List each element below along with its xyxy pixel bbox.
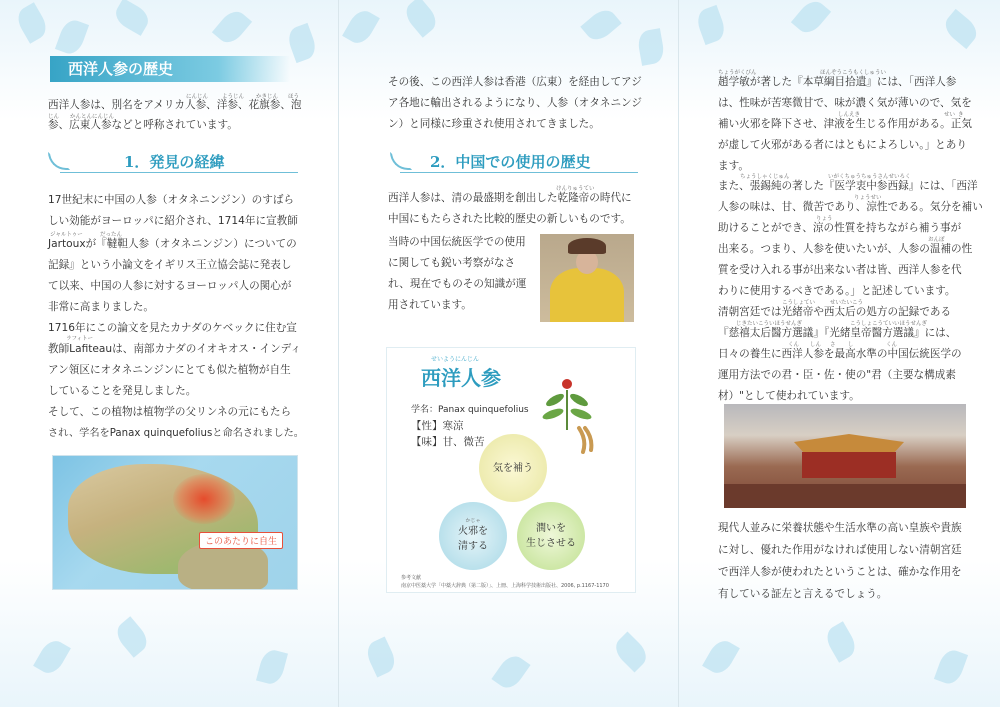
ruby-text: じきたいこういほうせんぎ	[736, 321, 803, 327]
property-taste: 【味】甘、微苦	[411, 436, 485, 448]
leaf-decoration	[694, 5, 728, 45]
paragraph-line: 質を受け入れる事が出来ない者は皆、西洋人参を代	[718, 264, 962, 276]
leaf-decoration	[702, 636, 740, 677]
paragraph-line: て以来、中国の人参に対するヨーロッパ人の関心が	[48, 280, 292, 292]
habitat-highlight	[173, 474, 235, 524]
leaf-decoration	[636, 28, 666, 66]
ruby-text: せい	[944, 112, 956, 118]
paragraph-line: その後、この西洋人参は香港（広東）を経由してアジ	[388, 76, 642, 88]
paragraph-line: れ、現在でものその知識が運	[388, 278, 527, 290]
ruby-text: りょうせい	[854, 195, 882, 201]
scientific-name: 学名：Panax quinquefolius	[411, 405, 529, 415]
ruby-text: りょう	[816, 216, 833, 222]
ruby-text: さ	[830, 342, 836, 348]
effect-circle-moisture	[517, 502, 585, 570]
leaf-decoration	[55, 17, 89, 57]
ruby-text: けんりゅうてい	[556, 186, 595, 192]
effect-ruby: かじゃ	[465, 518, 481, 524]
divider	[60, 172, 298, 173]
paragraph-line: で西洋人参が使われたということは、確かな作用を	[718, 566, 962, 578]
leaf-decoration	[610, 631, 651, 672]
effect-label: 清する	[458, 541, 488, 552]
effect-circle-fire	[439, 502, 507, 570]
intro-line: 参、広東人参などと呼称されています。	[48, 119, 238, 131]
paragraph-line: 教師Lafiteauは、南部カナダのイオキオス・インディ	[48, 343, 302, 355]
paragraph-line: 出来る。つまり、人参を使いたいが、人参の温補の性	[718, 243, 973, 255]
ruby-text: しん	[810, 342, 822, 348]
ruby-text: き	[958, 112, 964, 118]
divider	[400, 172, 638, 173]
effect-label: 気を補う	[493, 462, 533, 474]
effect-circle-qi	[479, 434, 547, 502]
paragraph-line: 西洋人参は、清の最盛期を創出した乾隆帝の時代に	[388, 192, 632, 204]
leaf-decoration	[342, 6, 380, 47]
paragraph-line: アン領区にオタネニンジンにとても似た植物が自生	[48, 364, 291, 376]
paragraph-line: ン）と同様に珍重され使用されてきました。	[388, 118, 600, 130]
paragraph-line: 人参の味は、甘、微苦であり、涼性である。気分を補い	[718, 201, 983, 213]
card-ruby: せいようにんじん	[431, 356, 480, 363]
section-heading-china-history: 2．中国での使用の歴史	[430, 153, 591, 171]
card-title: 西洋人参	[421, 366, 501, 390]
leaf-decoration	[212, 6, 252, 47]
ginseng-info-card	[386, 347, 636, 593]
map-label: このあたりに自生	[199, 532, 283, 549]
ruby-text: じん	[48, 114, 60, 120]
ruby-text: いがくちゅうちゅうさんせいろく	[828, 174, 911, 180]
leaf-decoration	[13, 2, 51, 43]
paragraph-line: 助けることができ、涼の性質を持ちながら補う事が	[718, 222, 962, 234]
paragraph-line: 17世紀末に中国の人参（オタネニンジン）のすばら	[48, 194, 295, 206]
ruby-text: こうしょこうていいほうせんぎ	[850, 321, 928, 327]
ruby-text: し	[848, 342, 854, 348]
ruby-text: ようじん	[222, 94, 245, 100]
paragraph-line: 運用方法での君・臣・佐・使の"君（主要な構成素	[718, 369, 956, 381]
ruby-text: かんとんにんじん	[70, 114, 115, 120]
paragraph-line: 『慈禧太后醫方選議』『光緒皇帝醫方選議』には、	[718, 327, 957, 339]
ruby-text: ジャルトゥー	[50, 232, 83, 238]
portrait-robe	[550, 268, 624, 322]
paragraph-line: また、張錫純の著した『医学衷中参西録』には、「西洋	[718, 180, 978, 192]
leaf-decoration	[285, 23, 319, 63]
reference-title: 参考文献	[401, 575, 422, 581]
ruby-text: せいたいこう	[830, 300, 864, 306]
paragraph-line: ア各地に輸出されるようになり、人参（オタネニンジ	[388, 97, 642, 109]
forbidden-city-photo	[724, 404, 966, 508]
leaf-decoration	[940, 9, 981, 49]
paragraph-line: しい効能がヨーロッパに紹介され、1714年に宣教師	[48, 215, 298, 227]
paragraph-line: 趙学敏が著した『本草綱目拾遺』には、「西洋人参	[718, 76, 957, 88]
ruby-text: しんえき	[838, 112, 861, 118]
paragraph-line: に関しても鋭い考察がなさ	[388, 257, 516, 269]
ruby-text: にんじん	[186, 94, 209, 100]
portrait-hat	[568, 238, 606, 254]
leaf-decoration	[822, 621, 860, 662]
ruby-text: ちょうがくびん	[718, 70, 757, 76]
paragraph-line: 非常に高まりました。	[48, 301, 154, 313]
leaf-decoration	[491, 651, 530, 693]
ruby-text: ちょうしゃくじゅん	[740, 174, 790, 180]
section-heading-discovery: 1．発見の経緯	[124, 153, 225, 171]
paragraph-line: 中国にもたらされた比較的歴史の新しいものです。	[388, 213, 631, 225]
paragraph-line: 現代人並みに栄養状態や生活水準の高い皇族や貴族	[718, 522, 962, 534]
leaf-decoration	[256, 647, 288, 686]
paragraph-line: は、性味が苦寒微甘で、味が濃く気が薄いので、気を	[718, 97, 972, 109]
paragraph-line: 用されています。	[388, 299, 472, 311]
intro-line: 西洋人参は、別名をアメリカ人参、洋参、花旗参、泡	[48, 99, 302, 111]
ruby-text: かきじん	[256, 94, 279, 100]
paragraph-line: 日々の養生に西洋人参を最高水準の中国伝統医学の	[718, 348, 962, 360]
property-nature: 【性】寒涼	[411, 420, 464, 432]
paragraph-line: わりに使用するべきである。」と記述しています。	[718, 285, 956, 297]
leaf-decoration	[363, 637, 399, 678]
ruby-text: こうしょてい	[782, 300, 816, 306]
paragraph-line: に対し、優れた作用がなければ使用しない清朝宮廷	[718, 544, 962, 556]
paragraph-line: 補い火邪を降下させ、津液を生じる作用がある。正気	[718, 118, 972, 130]
paragraph-line: 1716年にこの論文を見たカナダのケベックに住む宣	[48, 322, 297, 334]
paragraph-line: していることを発見しました。	[48, 385, 197, 397]
ruby-text: ラフィトー	[66, 336, 94, 342]
leaf-decoration	[791, 0, 831, 38]
palace-hall	[802, 452, 896, 478]
palace-wall	[724, 484, 966, 508]
effect-label-group	[458, 518, 488, 554]
leaf-decoration	[401, 0, 441, 38]
paragraph-line: 記録』という小論文をイギリス王立協会誌に発表し	[48, 259, 292, 271]
paragraph-line: 清朝宮廷では光緒帝や西太后の処方の記録である	[718, 306, 952, 318]
paragraph-line: され、学名をPanax quinquefoliusと命名されました。	[48, 428, 304, 439]
reference-text: 南京中医薬大学「中薬大辞典（第二版）」、上冊、上海科学技術出版社、2006, p.1167-1170	[401, 583, 609, 589]
palace-roof	[794, 434, 904, 454]
ruby-text: だったん	[100, 232, 123, 238]
ginseng-plant-icon	[527, 370, 607, 454]
emperor-portrait	[540, 234, 634, 322]
ruby-text: おんぽ	[928, 237, 945, 243]
effect-label: 火邪を	[458, 526, 488, 537]
page-title: 西洋人参の歴史	[50, 56, 290, 82]
leaf-decoration	[580, 5, 621, 45]
north-america-map	[52, 455, 298, 590]
ruby-text: くん	[788, 342, 800, 348]
paragraph-line: 当時の中国伝統医学での使用	[388, 236, 526, 248]
ruby-text: くん	[886, 342, 898, 348]
paragraph-line: 材）"として使われています。	[718, 390, 860, 402]
leaf-decoration	[934, 647, 968, 687]
paragraph-line: そして、この植物は植物学の父リンネの元にもたら	[48, 406, 292, 418]
paragraph-line: ます。	[718, 160, 749, 172]
leaf-decoration	[112, 616, 152, 657]
effect-label: 潤いを	[536, 523, 566, 534]
paragraph-line: が虚して火邪がある者にはともによろしい。」とあり	[718, 139, 967, 151]
leaf-decoration	[111, 0, 152, 36]
effect-label-group	[526, 521, 576, 551]
ruby-text: ほう	[288, 94, 300, 100]
ruby-text: ほんぞうこうもくしゅうい	[820, 70, 887, 76]
paragraph-line: 有している証左と言えるでしょう。	[718, 588, 888, 600]
paragraph-line: Jartouxが『韃靼人参（オタネニンジン）についての	[48, 238, 297, 250]
effect-label: 生じさせる	[526, 538, 576, 549]
leaf-decoration	[33, 636, 71, 677]
